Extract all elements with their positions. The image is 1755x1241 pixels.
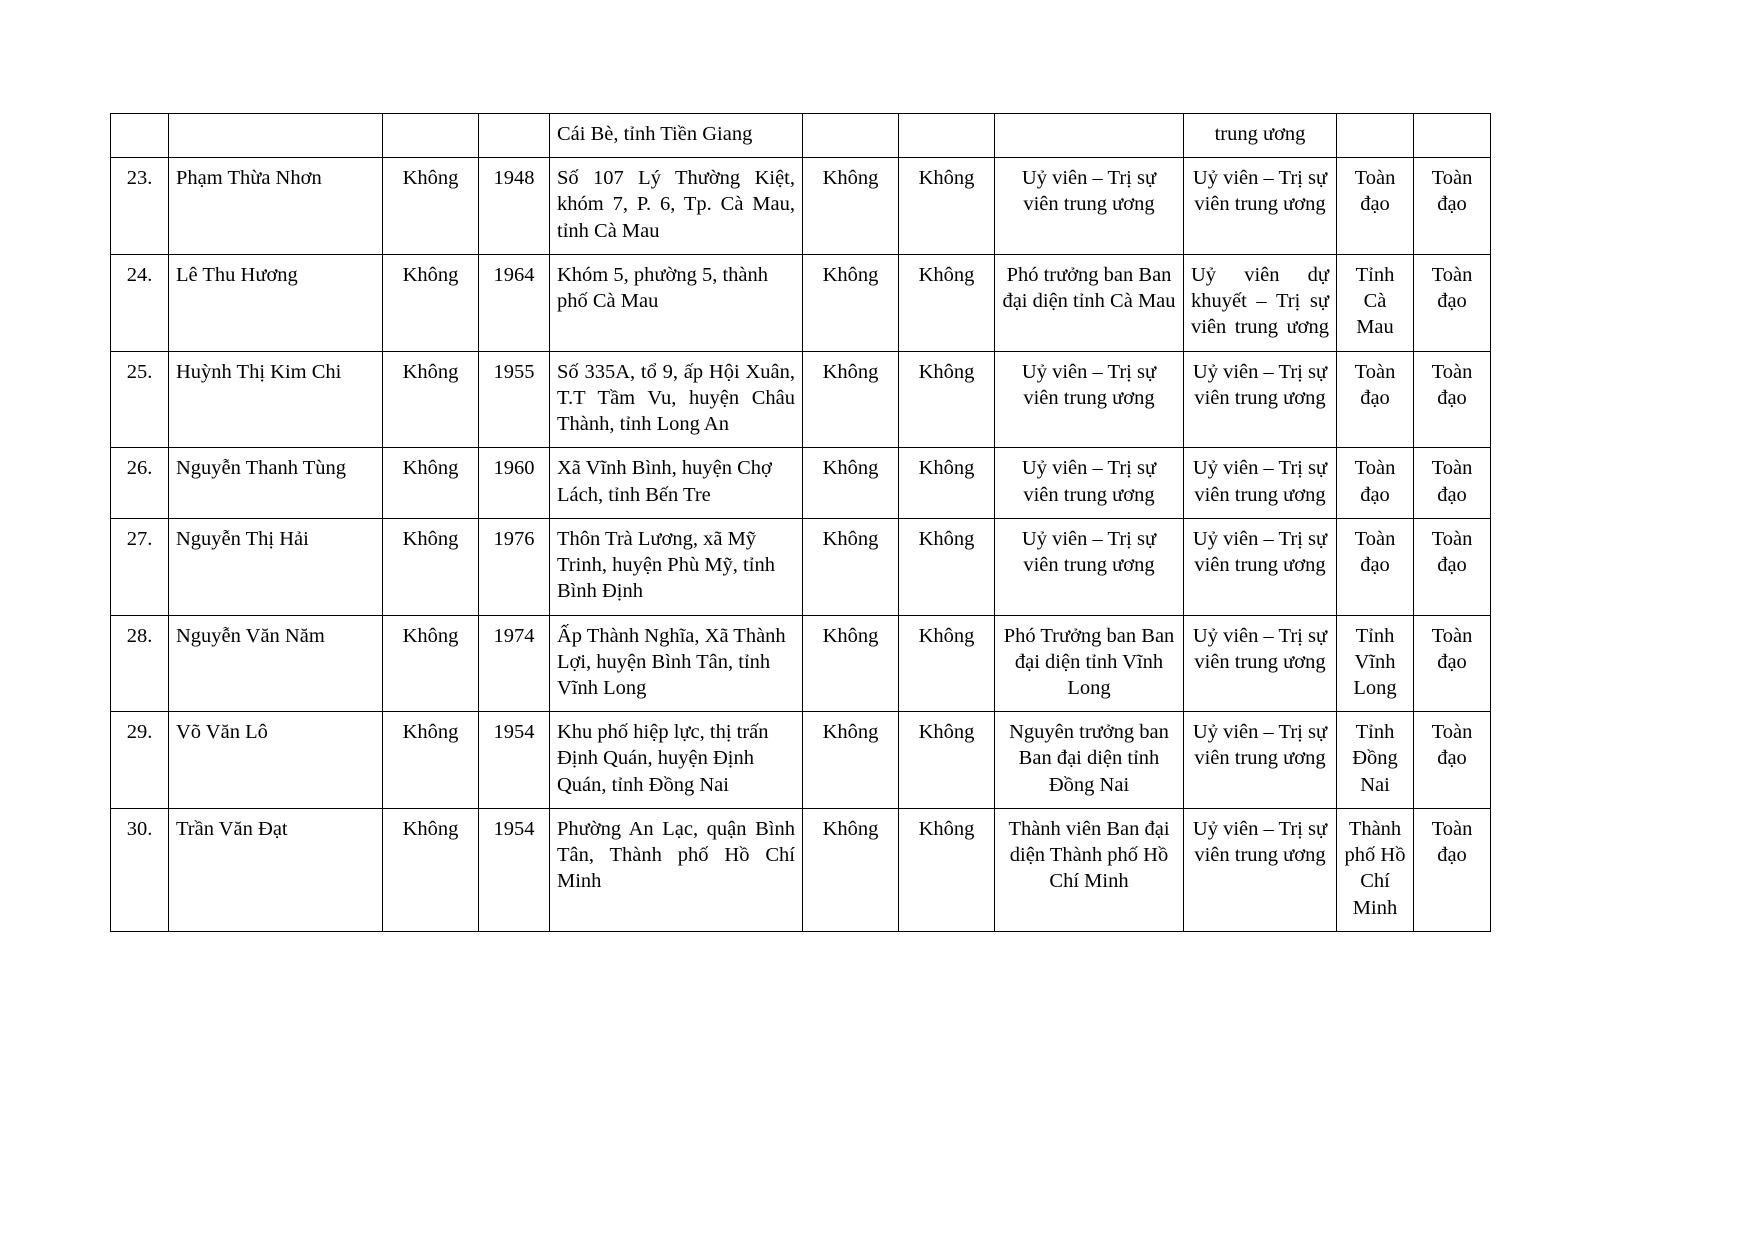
- cell-year: 1964: [479, 254, 550, 351]
- cell-address: Số 335A, tổ 9, ấp Hội Xuân, T.T Tầm Vu, huyện Châu Thành, tỉnh Long An: [550, 351, 803, 448]
- cell-address: Xã Vĩnh Bình, huyện Chợ Lách, tỉnh Bến Tre: [550, 448, 803, 518]
- cell-col3: Không: [383, 808, 479, 931]
- cell-year: 1954: [479, 712, 550, 809]
- cell-position2: Uỷ viên – Trị sự viên trung ương: [1184, 351, 1337, 448]
- cell-address: Phường An Lạc, quận Bình Tân, Thành phố Hồ Chí Minh: [550, 808, 803, 931]
- cell-col7: Không: [899, 158, 995, 255]
- cell-no: 26.: [111, 448, 169, 518]
- cell-col3: [383, 114, 479, 158]
- cell-address: Cái Bè, tỉnh Tiền Giang: [550, 114, 803, 158]
- cell-position2: Uỷ viên – Trị sự viên trung ương: [1184, 448, 1337, 518]
- cell-area2: Toàn đạo: [1414, 351, 1491, 448]
- cell-area1: Toàn đạo: [1337, 158, 1414, 255]
- cell-position2: Uỷ viên – Trị sự viên trung ương: [1184, 808, 1337, 931]
- cell-year: 1976: [479, 518, 550, 615]
- cell-col7: Không: [899, 448, 995, 518]
- cell-name: Lê Thu Hương: [169, 254, 383, 351]
- cell-address: Ấp Thành Nghĩa, Xã Thành Lợi, huyện Bình Tân, tỉnh Vĩnh Long: [550, 615, 803, 712]
- cell-area1: Toàn đạo: [1337, 351, 1414, 448]
- cell-address: Thôn Trà Lương, xã Mỹ Trinh, huyện Phù Mỹ, tỉnh Bình Định: [550, 518, 803, 615]
- cell-area1: Thành phố Hồ Chí Minh: [1337, 808, 1414, 931]
- cell-no: 30.: [111, 808, 169, 931]
- cell-area2: Toàn đạo: [1414, 448, 1491, 518]
- cell-col7: Không: [899, 808, 995, 931]
- cell-address: Khóm 5, phường 5, thành phố Cà Mau: [550, 254, 803, 351]
- cell-position1: Uỷ viên – Trị sự viên trung ương: [995, 158, 1184, 255]
- cell-position1: Uỷ viên – Trị sự viên trung ương: [995, 448, 1184, 518]
- cell-year: 1955: [479, 351, 550, 448]
- cell-year: 1948: [479, 158, 550, 255]
- table-row: [111, 351, 1491, 448]
- cell-col6: Không: [803, 254, 899, 351]
- cell-position2: Uỷ viên dự khuyết – Trị sự viên trung ương: [1184, 254, 1337, 351]
- cell-area2: Toàn đạo: [1414, 808, 1491, 931]
- cell-address: Khu phố hiệp lực, thị trấn Định Quán, huyện Định Quán, tỉnh Đồng Nai: [550, 712, 803, 809]
- cell-col7: [899, 114, 995, 158]
- cell-area2: Toàn đạo: [1414, 615, 1491, 712]
- cell-name: Trần Văn Đạt: [169, 808, 383, 931]
- cell-no: 27.: [111, 518, 169, 615]
- cell-no: [111, 114, 169, 158]
- cell-col3: Không: [383, 518, 479, 615]
- cell-position2: trung ương: [1184, 114, 1337, 158]
- cell-col6: [803, 114, 899, 158]
- cell-no: 24.: [111, 254, 169, 351]
- cell-position2: Uỷ viên – Trị sự viên trung ương: [1184, 158, 1337, 255]
- cell-col6: Không: [803, 448, 899, 518]
- cell-year: 1960: [479, 448, 550, 518]
- table-row: [111, 808, 1491, 931]
- cell-position1: Thành viên Ban đại diện Thành phố Hồ Chí Minh: [995, 808, 1184, 931]
- table-row: [111, 114, 1491, 158]
- cell-name: Phạm Thừa Nhơn: [169, 158, 383, 255]
- table-row: [111, 254, 1491, 351]
- cell-area1: Tỉnh Cà Mau: [1337, 254, 1414, 351]
- registry-table: [110, 113, 1491, 932]
- cell-col6: Không: [803, 351, 899, 448]
- cell-col3: Không: [383, 351, 479, 448]
- cell-name: Võ Văn Lô: [169, 712, 383, 809]
- cell-col6: Không: [803, 808, 899, 931]
- cell-col7: Không: [899, 254, 995, 351]
- cell-position2: Uỷ viên – Trị sự viên trung ương: [1184, 712, 1337, 809]
- table-row: [111, 448, 1491, 518]
- cell-area2: Toàn đạo: [1414, 254, 1491, 351]
- table-row: [111, 158, 1491, 255]
- cell-address: Số 107 Lý Thường Kiệt, khóm 7, P. 6, Tp. Cà Mau, tỉnh Cà Mau: [550, 158, 803, 255]
- cell-position1: Uỷ viên – Trị sự viên trung ương: [995, 518, 1184, 615]
- cell-position2: Uỷ viên – Trị sự viên trung ương: [1184, 615, 1337, 712]
- cell-name: Nguyễn Thanh Tùng: [169, 448, 383, 518]
- cell-position1: Nguyên trưởng ban Ban đại diện tỉnh Đồng Nai: [995, 712, 1184, 809]
- cell-area1: [1337, 114, 1414, 158]
- cell-col3: Không: [383, 158, 479, 255]
- cell-col7: Không: [899, 712, 995, 809]
- cell-no: 25.: [111, 351, 169, 448]
- cell-col6: Không: [803, 518, 899, 615]
- cell-area1: Tỉnh Vĩnh Long: [1337, 615, 1414, 712]
- cell-area2: Toàn đạo: [1414, 518, 1491, 615]
- cell-area1: Tỉnh Đồng Nai: [1337, 712, 1414, 809]
- cell-col3: Không: [383, 712, 479, 809]
- table-container: [110, 113, 1478, 932]
- cell-position1: [995, 114, 1184, 158]
- cell-position1: Uỷ viên – Trị sự viên trung ương: [995, 351, 1184, 448]
- cell-position1: Phó Trưởng ban Ban đại diện tỉnh Vĩnh Long: [995, 615, 1184, 712]
- table-row: [111, 712, 1491, 809]
- cell-col3: Không: [383, 615, 479, 712]
- cell-no: 23.: [111, 158, 169, 255]
- cell-col6: Không: [803, 615, 899, 712]
- cell-col3: Không: [383, 448, 479, 518]
- cell-col7: Không: [899, 351, 995, 448]
- cell-col7: Không: [899, 615, 995, 712]
- cell-col6: Không: [803, 158, 899, 255]
- table-row: [111, 518, 1491, 615]
- cell-year: 1974: [479, 615, 550, 712]
- cell-name: Huỳnh Thị Kim Chi: [169, 351, 383, 448]
- cell-area2: Toàn đạo: [1414, 712, 1491, 809]
- cell-name: Nguyễn Văn Năm: [169, 615, 383, 712]
- cell-year: 1954: [479, 808, 550, 931]
- cell-name: Nguyễn Thị Hải: [169, 518, 383, 615]
- cell-area1: Toàn đạo: [1337, 448, 1414, 518]
- cell-area1: Toàn đạo: [1337, 518, 1414, 615]
- cell-year: [479, 114, 550, 158]
- cell-no: 28.: [111, 615, 169, 712]
- cell-area2: [1414, 114, 1491, 158]
- table-row: [111, 615, 1491, 712]
- cell-position1: Phó trưởng ban Ban đại diện tỉnh Cà Mau: [995, 254, 1184, 351]
- cell-name: [169, 114, 383, 158]
- cell-area2: Toàn đạo: [1414, 158, 1491, 255]
- cell-position2: Uỷ viên – Trị sự viên trung ương: [1184, 518, 1337, 615]
- cell-col7: Không: [899, 518, 995, 615]
- cell-col3: Không: [383, 254, 479, 351]
- cell-no: 29.: [111, 712, 169, 809]
- cell-col6: Không: [803, 712, 899, 809]
